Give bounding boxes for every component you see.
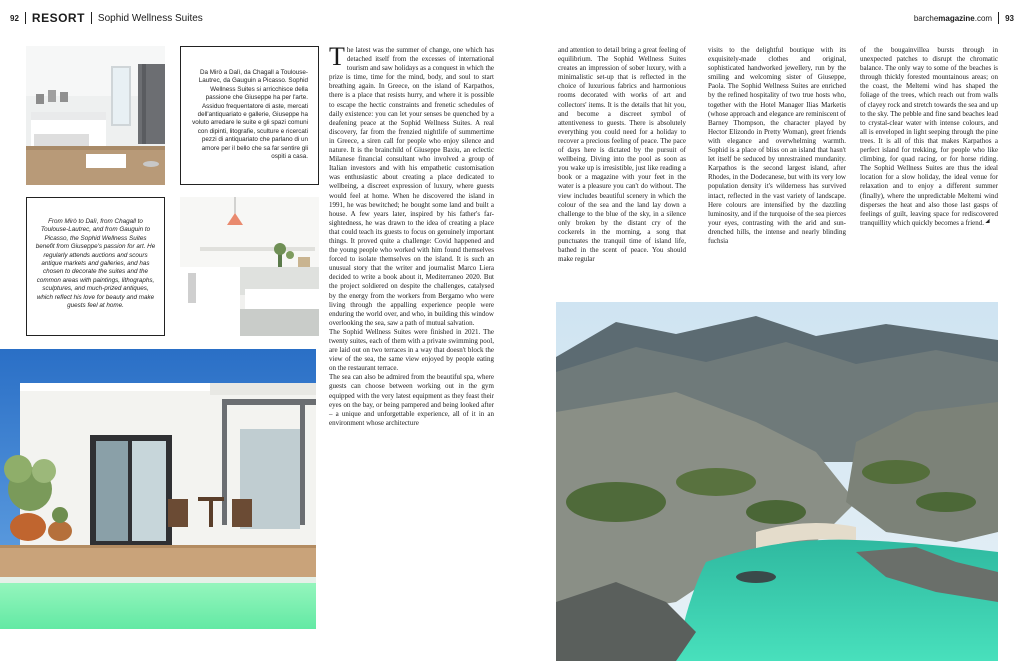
- article-text: visits to the delightful boutique with its exquisitely-made clothes and original, sophisticated handworked jewellery, run by the smiling and welcoming sister of Giuseppe, Paola. The Sophid Wellness Suites are enriched by the refined hospitality of two true hosts who, together with the Hotel Manager Ilias Marketis (whose approach and elegance are reminiscent of Barney Thompson, the character played by Hector Elizondo in Pretty Woman), greet friends with elegance and overwhelming warmth. Sophid is a place of bliss on an island that hasn't let itself be seduced by unrestrained mundanity. Karpathos is the second largest island, after Rhodes, in the Dodecanese, but with its very low population density it's wilderness has survived intact, reflected in the vast variety of landscape. Here colours are intensified by the dazzling luminosity, and if the turquoise of the sea pierces your eyes, contrasting with the arid and sun-drenched hills, the intense and nearly blinding fuchsia: [708, 46, 846, 245]
- suite-lounge-photo: [180, 197, 319, 336]
- end-mark-icon: [985, 219, 991, 225]
- drop-cap: T: [329, 42, 345, 71]
- site-name: barchemagazine.com: [913, 13, 993, 23]
- article-column-2: [558, 46, 686, 264]
- article-subtitle: Sophid Wellness Suites: [97, 12, 203, 24]
- article-column-4: [860, 46, 998, 228]
- villa-pool-photo: [0, 349, 316, 629]
- header-divider: [91, 12, 92, 24]
- header-divider: [998, 12, 999, 24]
- left-page-number: 92: [10, 13, 19, 23]
- article-text: and attention to detail bring a great feeling of equilibrium. The Sophid Wellness Suites creates an impression of sober luxury, with a minimalistic set-up that is reflected in the choice of luxurious fabrics and harmonious rooms decorated with works of art and collectors' items. It is the details that hit you, and become a discreet symbol of attentiveness to guests. There is absolutely everything you could need for a holiday to recover a precious feeling of peace. The pace of days here is dictated by the pursuit of wellbeing. Diving into the pool as soon as you wake up is irresistible, just like reading a book or a magazine with your feet in the water is a pleasure you can't do without. The view includes beautiful scenery in which the colour of the sea and the land lay down a challenge to the blue of the sky, in a silence only broken by the distant cry of the cockerels in the morning, a song that punctuates the tranquil time of island life, bathed in the scent of peace. You should make regular: [558, 46, 686, 264]
- bedroom-photo: [26, 46, 165, 185]
- page-header-right: [914, 0, 1014, 36]
- article-text: of the bougainvillea bursts through in unexpected patches to disrupt the chromatic balance. The only way to some of the beaches is through thickly forested mountainous areas; on the coast, the Meltemi wind has shaped the foliage of the trees, which reach out from walls of clayey rock and stretch towards the sea and up to the sky. The pebble and fine sand beaches lead to crystal-clear water with intense colours, and all is enveloped in light seeping through the pine trees. It is all of this that makes Karpathos a perfect island for trekking, for people who like climbing, for quad racing, or for horse riding. The Sophid Wellness Suites are thus the ideal location for a slow holiday, the ideal venue for relaxation and to enjoy a different summer (finally), where the unpredictable Meltemi wind disperses the heat and also those last gasps of feelings of guilt, leaving space for rediscovered tranquillity which quickly becomes a friend.: [860, 46, 998, 227]
- right-page-number: 93: [1005, 13, 1014, 23]
- header-divider: [25, 12, 26, 24]
- article-paragraph: The sea can also be admired from the beautiful spa, where guests can choose between working out in the gym equipped with the very latest equipment as they feast their eyes on the bay, or being pampered and being looked after – a unique and unforgettable experience, all of it in an environment whose architecture: [329, 373, 494, 427]
- article-paragraph: The Sophid Wellness Suites were finished in 2021. The twenty suites, each of them with a private swimming pool, are laid out on two terraces in a way that doesn't block the view of the sea, the same view enjoyed by people eating on the restaurant terrace.: [329, 327, 494, 373]
- article-text: he latest was the summer of change, one which has detached itself from the excesses of international tourism and saw holidays as a conquest in which the prize is time, time for the mind, body, and soul to start breathing again. In Greece, on the island of Karpathos, there is a place that resists hurry, and where it is possible to escape the hectic constraints and frenetic schedules of daily existence: you can let your senses be quenched by a deafening peace at the Sophid Wellness Suites. A real discovery, far from the frenzied nightlife of summertime in Greece, a siren call for people who enjoy silence and nature. It is the brainchild of Giuseppe Baxiu, an eclectic Milanese financial consultant who involved a group of Italian investors and with his empathetic customisation was enthusiastic about creating a place dedicated to wellbeing, a discreet expression of luxury, where guests would feel at home. When he discovered the island in 1991, he was bewitched; he bought some land and built a house. A few years later, inspired by his father's far-sightedness, he was drawn to the idea of creating a place that could teach its guests to focus on genuinely important things. It proved quite a challenge: Covid happened and the young people who worked with him found themselves forced to isolate themselves on the island. It is such an unusual story that the writer and journalist Marco Liera decided to write a book about it, Mediterraneo 2020. But the project soldiered on despite the challenges, catalysed by the energy from the workers from Bergamo who were living through the appalling experience people were enduring the world over, and who, in building this window overlooking the sea, saw a path of mutual salvation.: [329, 46, 494, 327]
- article-column-1: [329, 42, 494, 428]
- caption-english: From Mirò to Dalì, from Chagall to Toulouse-Lautrec, and from Gauguin to Picasso, the Sophid Wellness Suites benefit from Giuseppe's passion for art. He regularly attends auctions and scours antique markets and galleries, and has chosen to decorate the suites and the common areas with paintings, lithographs, sculptures, and much-prized antiques, which reflect his love for beauty and make guests feel at home.: [26, 197, 165, 336]
- section-title: RESORT: [31, 11, 85, 25]
- caption-italian: Da Mirò a Dalì, da Chagall a Toulouse-Lautrec, da Gauguin a Picasso. Sophid Wellness Suites si arricchisce della passione che Giuseppe ha per l'arte. Assiduo frequentatore di aste, mercati dell'antiquariato e gallerie, Giuseppe ha voluto arredare le suite e gli spazi comuni con dipinti, litografie, sculture e ricercati pezzi di antiquariato che parlano di un amore per il bello che sa far sentire gli ospiti a casa.: [180, 46, 319, 185]
- aerial-bay-photo: [556, 302, 998, 661]
- page-header-left: [10, 0, 203, 36]
- article-column-3: [708, 46, 846, 246]
